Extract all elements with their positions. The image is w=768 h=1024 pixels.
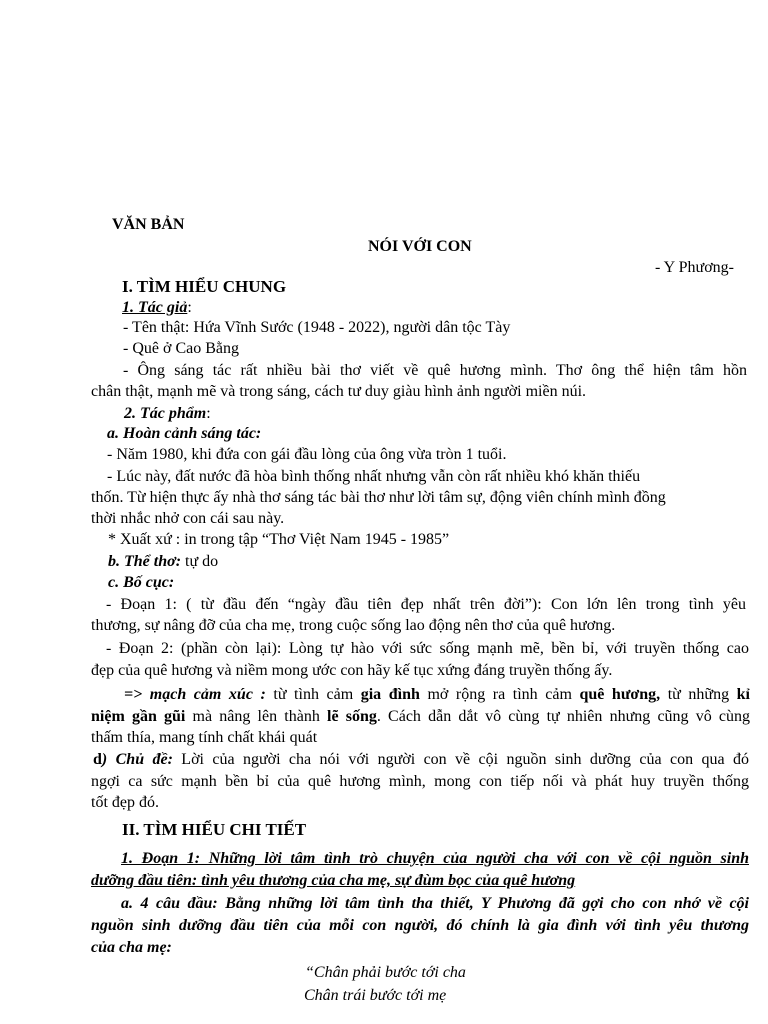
section-label: VĂN BẢN xyxy=(112,216,185,233)
flow-text-2: mở rộng ra tình cảm xyxy=(419,686,580,703)
flow-bold-4: niệm gần gũi xyxy=(91,708,186,725)
poem-line-2: Chân trái bước tới mẹ xyxy=(304,987,447,1004)
theme-line-3: tốt đẹp đó. xyxy=(91,794,159,811)
heading-part-1: I. TÌM HIỂU CHUNG xyxy=(122,277,287,296)
author-line-2: - Quê ở Cao Bằng xyxy=(123,340,239,357)
layout-line-4: đẹp của quê hương và niềm mong ước con hãy kế tục xứng đáng truyền thống ấy. xyxy=(91,662,613,679)
flow-line-3: thấm thía, mang tính chất khái quát xyxy=(91,729,318,746)
theme-line-2: ngợi ca sức mạnh bền bỉ của quê hương mình, mong con tiếp nối và phát huy truyền thống xyxy=(91,773,749,790)
author-credit: - Y Phương- xyxy=(654,259,734,276)
context-line-2: - Lúc này, đất nước đã hòa bình thống nhất nhưng vẫn còn rất nhiều khó khăn thiếu xyxy=(107,468,641,485)
form-line xyxy=(108,551,218,572)
subheading-author-colon: : xyxy=(187,299,192,316)
theme-label-d: d xyxy=(93,751,102,768)
author-line-3: - Ông sáng tác rất nhiều bài thơ viết về quê hương mình. Thơ ông thể hiện tâm hồn xyxy=(123,362,747,379)
detail-sub1-line-2: dưỡng đầu tiên: tình yêu thương của cha mẹ, sự đùm bọc của quê hương xyxy=(91,872,576,889)
layout-heading: c. Bố cục: xyxy=(108,574,175,591)
flow-bold-1: gia đình xyxy=(360,686,420,703)
layout-line-1: - Đoạn 1: ( từ đầu đến “ngày đầu tiên đẹp nhất trên đời”): Con lớn lên trong tình yêu xyxy=(106,596,746,613)
subheading-work xyxy=(124,403,211,424)
layout-line-2: thương, sự nâng đỡ của cha mẹ, trong cuộc sống lao động nên thơ của quê hương. xyxy=(91,617,616,634)
subheading-work-text: 2. Tác phẩm xyxy=(124,405,207,422)
detail-a-line-2: nguồn sinh dưỡng đầu tiên của mỗi con người, đó chính là gia đình với tình yêu thương xyxy=(91,917,749,934)
heading-part-2: II. TÌM HIỂU CHI TIẾT xyxy=(122,820,307,839)
flow-bold-2: quê hương, xyxy=(579,686,661,703)
flow-text-1: từ tình cảm xyxy=(265,686,361,703)
form-label: b. Thể thơ: xyxy=(108,553,182,570)
subheading-author-text: 1. Tác giả xyxy=(122,299,188,316)
context-heading: a. Hoàn cảnh sáng tác: xyxy=(107,425,262,442)
detail-a-line-1: a. 4 câu đầu: Bằng những lời tâm tình tha thiết, Y Phương đã gợi cho con nhớ về cội xyxy=(121,895,749,912)
detail-a-line-3: của cha mẹ: xyxy=(91,939,172,956)
flow-text-3: từ những xyxy=(660,686,737,703)
theme-text-1: Lời của người cha nói với người con về cội nguồn sinh dưỡng của con qua đó xyxy=(172,751,749,768)
document-title: NÓI VỚI CON xyxy=(368,238,472,255)
flow-text-4: mà nâng lên thành xyxy=(185,708,328,725)
flow-text-5: . Cách dẫn dắt vô cùng tự nhiên nhưng cũng vô cùng xyxy=(376,708,751,725)
source-line: * Xuất xứ : in trong tập “Thơ Việt Nam 1945 - 1985” xyxy=(108,531,450,548)
subheading-author xyxy=(122,297,192,318)
form-value: tự do xyxy=(181,553,219,570)
flow-bold-3: kỉ xyxy=(736,686,750,703)
subheading-work-colon: : xyxy=(206,405,211,422)
context-line-1: - Năm 1980, khi đứa con gái đầu lòng của ông vừa tròn 1 tuổi. xyxy=(107,446,507,463)
flow-line-1 xyxy=(124,684,750,705)
layout-line-3: - Đoạn 2: (phần còn lại): Lòng tự hào với sức sống mạnh mẽ, bền bỉ, với truyền thống cao xyxy=(106,640,749,657)
poem-line-1: “Chân phải bước tới cha xyxy=(305,964,466,981)
flow-bold-5: lẽ sống xyxy=(327,708,377,725)
detail-sub1-line-1: 1. Đoạn 1: Những lời tâm tình trò chuyện của người cha với con về cội nguồn sinh xyxy=(121,850,749,867)
context-line-4: thời nhắc nhở con cái sau này. xyxy=(91,510,285,527)
author-line-4: chân thật, mạnh mẽ và trong sáng, cách tư duy giàu hình ảnh người miền núi. xyxy=(91,383,587,400)
context-line-3: thốn. Từ hiện thực ấy nhà thơ sáng tác bài thơ như lời tâm sự, động viên chính mình đồng xyxy=(91,489,666,506)
theme-line-1 xyxy=(93,749,749,770)
theme-label: ) Chủ đề: xyxy=(101,751,173,768)
flow-label: => mạch cảm xúc : xyxy=(124,686,266,703)
author-line-1: - Tên thật: Hứa Vĩnh Sước (1948 - 2022), người dân tộc Tày xyxy=(123,319,511,336)
flow-line-2 xyxy=(91,706,750,727)
